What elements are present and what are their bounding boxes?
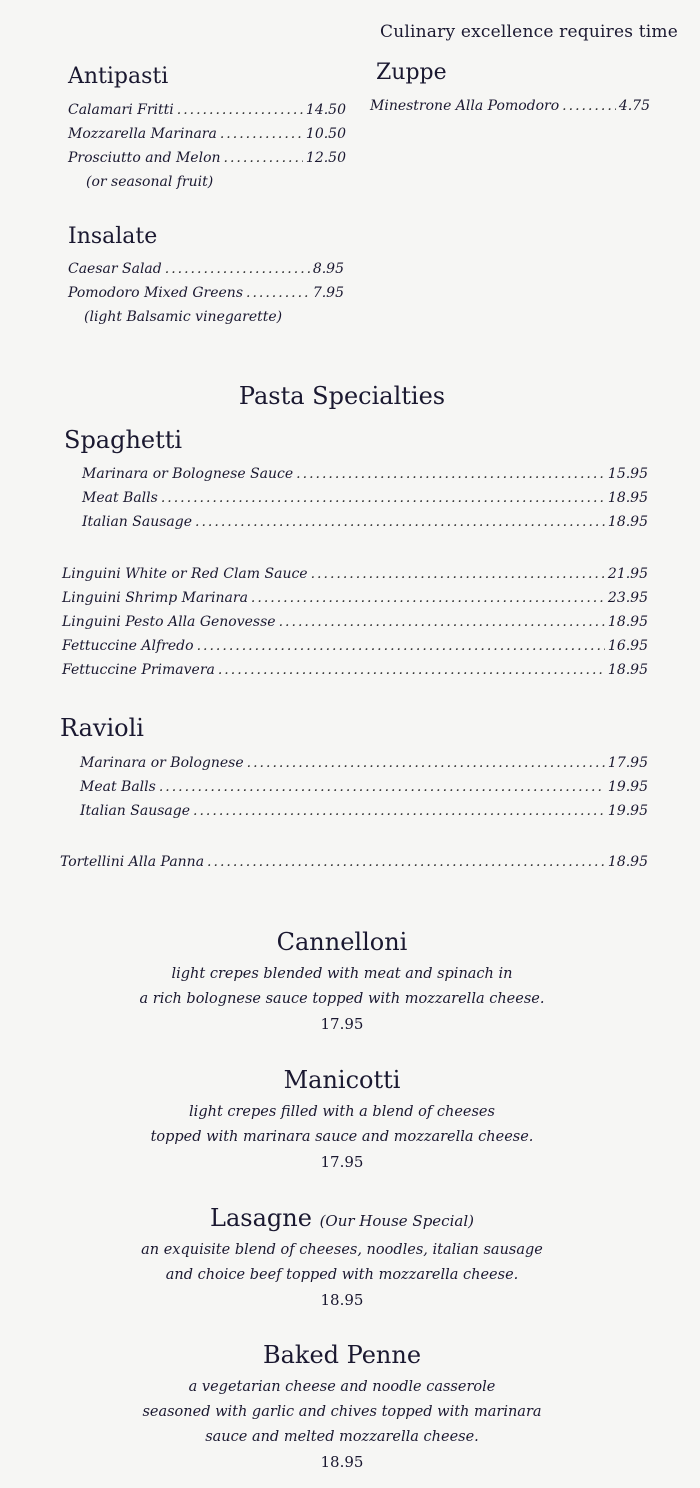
leader-dots — [224, 146, 303, 170]
menu-item — [62, 586, 648, 610]
menu-item — [62, 658, 648, 682]
menu-item — [68, 146, 346, 170]
item-price: 18.95 — [607, 490, 648, 506]
item-price: 10.50 — [305, 126, 346, 142]
menu-item — [62, 562, 648, 586]
menu-item — [82, 510, 648, 534]
leader-dots — [165, 257, 310, 281]
leader-dots — [251, 586, 605, 610]
item-price: 19.95 — [607, 803, 648, 819]
item-name: Tortellini Alla Panna — [60, 854, 205, 870]
item-price: 18.95 — [607, 854, 648, 870]
item-note: (light Balsamic vinegarette) — [84, 309, 283, 325]
item-name: Meat Balls — [80, 779, 156, 795]
menu-item — [68, 122, 346, 146]
feature-name: Cannelloni — [276, 928, 408, 956]
leader-dots — [159, 775, 605, 799]
feature-name: Manicotti — [283, 1066, 401, 1094]
leader-dots — [562, 94, 616, 118]
leader-dots — [207, 850, 605, 874]
item-price: 23.95 — [607, 590, 648, 606]
tortellini-list — [60, 850, 648, 874]
item-price: 8.95 — [312, 261, 344, 277]
tagline: Culinary excellence requires time — [380, 22, 678, 42]
menu-item — [60, 850, 648, 874]
feature-title — [0, 928, 692, 956]
item-price: 21.95 — [607, 566, 648, 582]
menu-item — [62, 610, 648, 634]
feature-subtitle: (Our House Special) — [319, 1212, 474, 1230]
insalate-heading: Insalate — [68, 224, 158, 249]
leader-dots — [247, 751, 605, 775]
spaghetti-list — [82, 462, 648, 534]
feature-price: 18.95 — [320, 1291, 364, 1309]
feature-title — [0, 1204, 692, 1232]
menu-item — [68, 257, 344, 281]
pasta-list — [62, 562, 648, 682]
item-price: 7.95 — [312, 285, 344, 301]
item-price: 18.95 — [607, 514, 648, 530]
leader-dots — [195, 510, 605, 534]
menu-item — [62, 634, 648, 658]
menu-item — [80, 751, 648, 775]
spaghetti-heading: Spaghetti — [64, 426, 183, 454]
leader-dots — [220, 122, 303, 146]
feature-name: Lasagne — [210, 1204, 312, 1232]
leader-dots — [311, 562, 605, 586]
leader-dots — [197, 634, 605, 658]
item-name: Meat Balls — [82, 490, 158, 506]
item-name: Caesar Salad — [68, 261, 162, 277]
item-price: 19.95 — [607, 779, 648, 795]
feature-price: 18.95 — [320, 1453, 364, 1471]
feature-price: 17.95 — [320, 1153, 364, 1171]
item-name: Italian Sausage — [80, 803, 191, 819]
feature-description-line: a vegetarian cheese and noodle casserole — [188, 1379, 496, 1395]
feature-description-line: an exquisite blend of cheeses, noodles, italian sausage — [141, 1242, 543, 1258]
feature-cannelloni — [0, 928, 692, 1037]
item-price: 18.95 — [607, 614, 648, 630]
feature-lasagne — [0, 1204, 692, 1313]
menu-item — [82, 486, 648, 510]
item-price: 4.75 — [618, 98, 650, 114]
item-name: Italian Sausage — [82, 514, 193, 530]
feature-baked-penne — [0, 1341, 692, 1475]
feature-title — [0, 1341, 692, 1369]
item-name: Fettuccine Primavera — [62, 662, 215, 678]
leader-dots — [177, 98, 303, 122]
item-name: Linguini Pesto Alla Genovesse — [62, 614, 276, 630]
leader-dots — [193, 799, 605, 823]
ravioli-heading: Ravioli — [60, 714, 144, 742]
feature-description-line: sauce and melted mozzarella cheese. — [205, 1429, 479, 1445]
leader-dots — [279, 610, 605, 634]
feature-description-line: topped with marinara sauce and mozzarella cheese. — [150, 1129, 534, 1145]
menu-item — [82, 462, 648, 486]
leader-dots — [296, 462, 605, 486]
menu-item — [80, 799, 648, 823]
menu-item — [68, 98, 346, 122]
zuppe-heading: Zuppe — [376, 60, 447, 85]
feature-description-line: a rich bolognese sauce topped with mozzarella cheese. — [139, 991, 545, 1007]
zuppe-list — [370, 94, 650, 118]
menu-item — [370, 94, 650, 118]
item-price: 12.50 — [305, 150, 346, 166]
item-name: Marinara or Bolognese Sauce — [82, 466, 294, 482]
pasta-specialties-heading: Pasta Specialties — [238, 382, 446, 410]
menu-item — [80, 775, 648, 799]
leader-dots — [161, 486, 605, 510]
item-name: Linguini Shrimp Marinara — [62, 590, 248, 606]
item-price: 16.95 — [607, 638, 648, 654]
feature-description-line: light crepes filled with a blend of cheeses — [189, 1104, 495, 1120]
item-name: Minestrone Alla Pomodoro — [370, 98, 560, 114]
item-name: Marinara or Bolognese — [80, 755, 244, 771]
feature-description-line: seasoned with garlic and chives topped with marinara — [142, 1404, 542, 1420]
menu-item — [68, 281, 344, 305]
feature-manicotti — [0, 1066, 692, 1175]
item-name: Fettuccine Alfredo — [62, 638, 194, 654]
item-name: Pomodoro Mixed Greens — [68, 285, 243, 301]
feature-title — [0, 1066, 692, 1094]
ravioli-list — [80, 751, 648, 823]
leader-dots — [218, 658, 605, 682]
feature-description-line: and choice beef topped with mozzarella cheese. — [165, 1267, 519, 1283]
antipasti-heading: Antipasti — [68, 64, 169, 89]
item-name: Prosciutto and Melon — [68, 150, 221, 166]
item-price: 17.95 — [607, 755, 648, 771]
item-name: Calamari Fritti — [68, 102, 174, 118]
leader-dots — [246, 281, 310, 305]
item-price: 15.95 — [607, 466, 648, 482]
feature-name: Baked Penne — [262, 1341, 422, 1369]
item-name: Linguini White or Red Clam Sauce — [62, 566, 308, 582]
item-note: (or seasonal fruit) — [86, 174, 214, 190]
antipasti-list — [68, 98, 346, 194]
feature-price: 17.95 — [320, 1015, 364, 1033]
insalate-list — [68, 257, 344, 329]
item-name: Mozzarella Marinara — [68, 126, 217, 142]
feature-description-line: light crepes blended with meat and spinach in — [171, 966, 513, 982]
item-price: 14.50 — [305, 102, 346, 118]
item-price: 18.95 — [607, 662, 648, 678]
